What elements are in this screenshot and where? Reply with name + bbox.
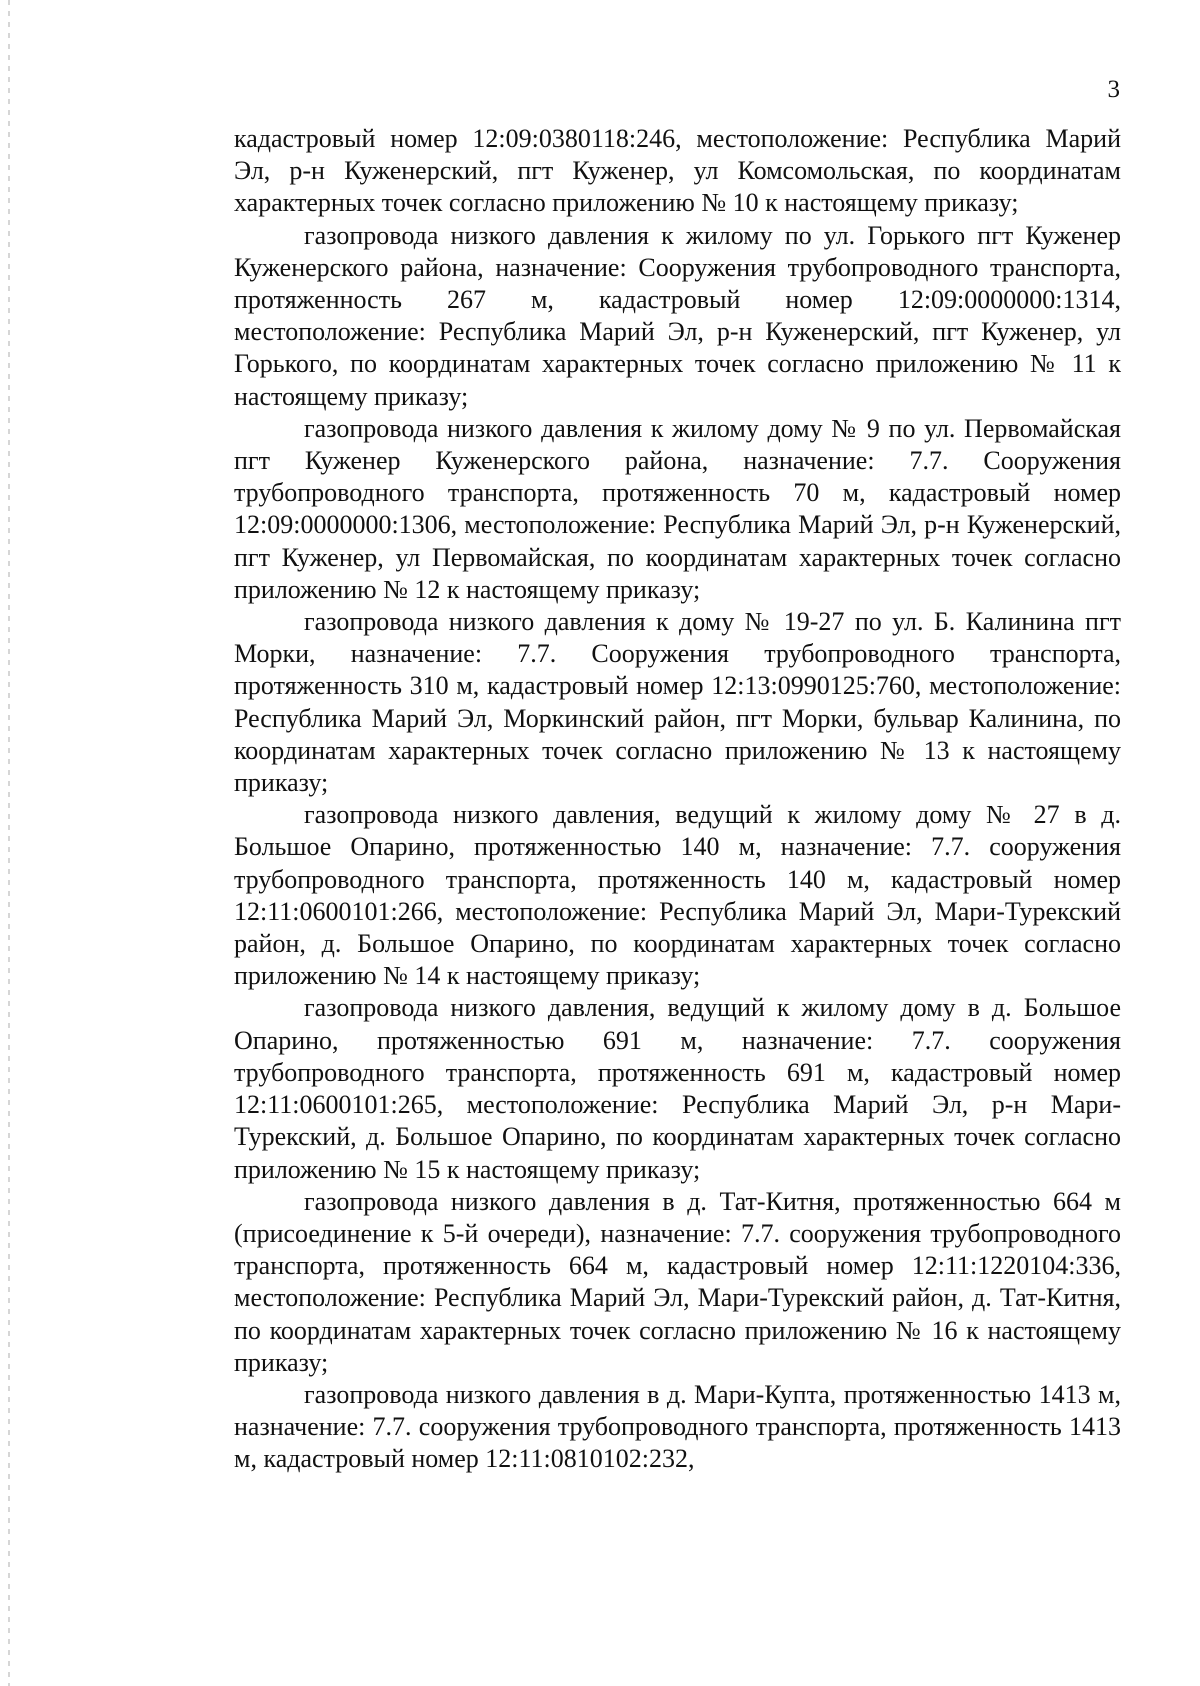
paragraph-pervomayskaya: газопровода низкого давления к жилому дому № 9 по ул. Первомайская пгт Куженер Куженерского района, назначение: 7.7. Сооружения трубопроводного транспорта, протяженность 70 м, кадастровый номер 12:09:0000000:1306, местоположение: Республика Марий Эл, р-н Куженерский, пгт Куженер, ул Первомайская, по координатам характерных точек согласно приложению № 12 к настоящему приказу; <box>234 413 1121 604</box>
paragraph-oparino-691: газопровода низкого давления, ведущий к жилому дому в д. Большое Опарино, протяженностью 691 м, назначение: 7.7. сооружения трубопроводного транспорта, протяженность 691 м, кадастровый номер 12:11:0600101:265, местоположение: Республика Марий Эл, р-н Мари-Турекский, д. Большое Опарино, по координатам характерных точек согласно приложению № 15 к настоящему приказу; <box>234 993 1121 1184</box>
paragraph-oparino-140: газопровода низкого давления, ведущий к жилому дому № 27 в д. Большое Опарино, протяженностью 140 м, назначение: 7.7. сооружения трубопроводного транспорта, протяженность 140 м, кадастровый номер 12:11:0600101:266, местоположение: Республика Марий Эл, Мари-Турекский район, д. Большое Опарино, по координатам характерных точек согласно приложению № 14 к настоящему приказу; <box>234 800 1121 991</box>
paragraph-tat-kitnya: газопровода низкого давления в д. Тат-Китня, протяженностью 664 м (присоединение к 5-й очереди), назначение: 7.7. сооружения трубопроводного транспорта, протяженность 664 м, кадастровый номер 12:11:1220104:336, местоположение: Республика Марий Эл, Мари-Турекский район, д. Тат-Китня, по координатам характерных точек согласно приложению № 16 к настоящему приказу; <box>234 1186 1121 1377</box>
scan-edge-mark <box>8 0 10 1686</box>
page-number: 3 <box>1107 76 1120 103</box>
paragraph-kalinina: газопровода низкого давления к дому № 19-27 по ул. Б. Калинина пгт Морки, назначение: 7.7. Сооружения трубопроводного транспорта, протяженность 310 м, кадастровый номер 12:13:0990125:760, местоположение: Республика Марий Эл, Моркинский район, пгт Морки, бульвар Калинина, по координатам характерных точек согласно приложению № 13 к настоящему приказу; <box>234 607 1121 798</box>
paragraph-mari-kupta: газопровода низкого давления в д. Мари-Купта, протяженностью 1413 м, назначение: 7.7. сооружения трубопроводного транспорта, протяженность 1413 м, кадастровый номер 12:11:0810102:232, <box>234 1379 1121 1474</box>
document-body <box>234 123 1121 1476</box>
paragraph-gorkogo: газопровода низкого давления к жилому по ул. Горького пгт Куженер Куженерского района, назначение: Сооружения трубопроводного транспорта, протяженность 267 м, кадастровый номер 12:09:0000000:1314, местоположение: Республика Марий Эл, р-н Куженерский, пгт Куженер, ул Горького, по координатам характерных точек согласно приложению № 11 к настоящему приказу; <box>234 220 1121 411</box>
paragraph-continuation: кадастровый номер 12:09:0380118:246, местоположение: Республика Марий Эл, р-н Куженерский, пгт Куженер, ул Комсомольская, по координатам характерных точек согласно приложению № 10 к настоящему приказу; <box>234 124 1121 218</box>
